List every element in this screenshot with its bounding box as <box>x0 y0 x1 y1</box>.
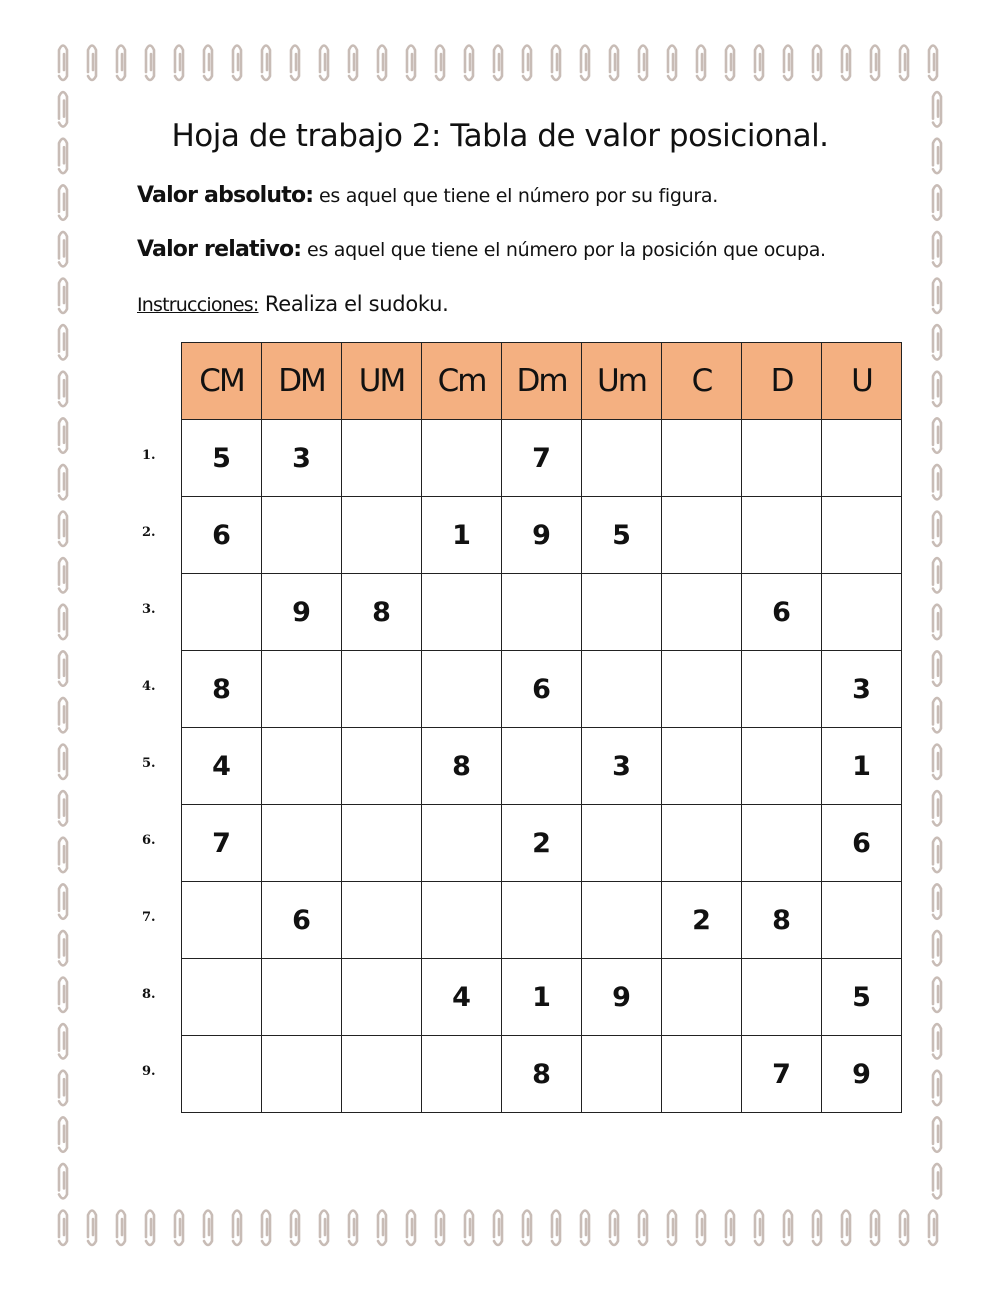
paperclip-icon <box>233 1211 241 1246</box>
absolute-value-text: es aquel que tiene el número por su figura. <box>313 185 718 207</box>
paperclip-icon <box>581 1211 589 1246</box>
sudoku-cell[interactable]: 6 <box>502 651 582 728</box>
paperclip-icon <box>933 1117 941 1152</box>
absolute-value-definition <box>137 183 718 208</box>
paperclip-icon <box>59 978 67 1013</box>
sudoku-cell[interactable] <box>662 420 742 497</box>
relative-value-definition <box>137 237 826 262</box>
sudoku-cell[interactable] <box>422 1036 502 1113</box>
paperclip-icon <box>668 1211 676 1246</box>
paperclip-icon <box>233 46 241 81</box>
paperclip-icon <box>465 46 473 81</box>
sudoku-cell[interactable]: 3 <box>262 420 342 497</box>
paperclip-icon <box>933 372 941 407</box>
paperclip-icon <box>320 46 328 81</box>
sudoku-cell[interactable]: 9 <box>502 497 582 574</box>
paperclip-icon <box>842 46 850 81</box>
paperclip-icon <box>407 1211 415 1246</box>
paperclip-icon <box>813 46 821 81</box>
sudoku-cell[interactable] <box>422 574 502 651</box>
column-header: DM <box>262 343 342 420</box>
sudoku-cell[interactable]: 6 <box>822 805 902 882</box>
column-header: Um <box>582 343 662 420</box>
relative-value-text: es aquel que tiene el número por la posición que ocupa. <box>301 239 826 261</box>
row-number: 6. <box>142 833 156 848</box>
paperclip-icon <box>933 884 941 919</box>
paperclip-icon <box>871 46 879 81</box>
table-row <box>182 1036 902 1113</box>
paperclip-icon <box>146 1211 154 1246</box>
sudoku-cell[interactable]: 8 <box>422 728 502 805</box>
table-row <box>182 805 902 882</box>
sudoku-cell[interactable] <box>582 1036 662 1113</box>
sudoku-cell[interactable]: 5 <box>822 959 902 1036</box>
paperclip-icon <box>59 745 67 780</box>
sudoku-cell[interactable] <box>502 882 582 959</box>
absolute-value-label: Valor absoluto: <box>137 183 314 208</box>
sudoku-cell[interactable]: 8 <box>342 574 422 651</box>
paperclip-icon <box>349 1211 357 1246</box>
sudoku-cell[interactable] <box>342 882 422 959</box>
sudoku-cell[interactable] <box>182 1036 262 1113</box>
row-number: 3. <box>142 602 156 617</box>
paperclip-icon <box>871 1211 879 1246</box>
paperclip-icon <box>59 1164 67 1199</box>
paperclip-icon <box>697 46 705 81</box>
sudoku-cell[interactable] <box>342 1036 422 1113</box>
paperclip-icon <box>59 605 67 640</box>
sudoku-cell[interactable] <box>742 959 822 1036</box>
paperclip-icon <box>933 698 941 733</box>
paperclip-icon <box>59 698 67 733</box>
paperclip-icon <box>933 745 941 780</box>
paperclip-icon <box>436 46 444 81</box>
sudoku-cell[interactable] <box>262 651 342 728</box>
table-row <box>182 728 902 805</box>
sudoku-cell[interactable] <box>822 882 902 959</box>
sudoku-cell[interactable]: 6 <box>262 882 342 959</box>
paperclip-icon <box>291 46 299 81</box>
sudoku-cell[interactable] <box>582 574 662 651</box>
sudoku-cell[interactable]: 8 <box>182 651 262 728</box>
paperclip-icon <box>929 1211 937 1246</box>
sudoku-cell[interactable]: 6 <box>182 497 262 574</box>
sudoku-cell[interactable]: 4 <box>422 959 502 1036</box>
row-number: 1. <box>142 448 156 463</box>
paperclip-icon <box>117 46 125 81</box>
row-number: 7. <box>142 910 156 925</box>
sudoku-cell[interactable] <box>422 420 502 497</box>
sudoku-cell[interactable] <box>742 728 822 805</box>
paperclip-icon <box>726 46 734 81</box>
paperclip-icon <box>933 325 941 360</box>
column-header: CM <box>182 343 262 420</box>
sudoku-cell[interactable] <box>742 651 822 728</box>
sudoku-cell[interactable] <box>502 574 582 651</box>
sudoku-cell[interactable] <box>662 959 742 1036</box>
paperclip-icon <box>929 46 937 81</box>
paperclip-icon <box>900 46 908 81</box>
paperclip-icon <box>349 46 357 81</box>
relative-value-label: Valor relativo: <box>137 237 302 262</box>
sudoku-cell[interactable] <box>262 1036 342 1113</box>
sudoku-cell[interactable] <box>502 728 582 805</box>
paperclip-icon <box>933 465 941 500</box>
column-header: UM <box>342 343 422 420</box>
sudoku-cell[interactable] <box>662 728 742 805</box>
paperclip-icon <box>552 46 560 81</box>
sudoku-cell[interactable] <box>822 497 902 574</box>
paperclip-icon <box>59 884 67 919</box>
sudoku-cell[interactable] <box>262 728 342 805</box>
sudoku-cell[interactable] <box>742 805 822 882</box>
table-body <box>182 420 902 1113</box>
paperclip-icon <box>378 1211 386 1246</box>
paperclip-icon <box>59 558 67 593</box>
paperclip-icon <box>523 1211 531 1246</box>
table-row <box>182 420 902 497</box>
table-row <box>182 882 902 959</box>
paperclip-icon <box>59 232 67 267</box>
paperclip-icon <box>146 46 154 81</box>
paperclip-icon <box>933 185 941 220</box>
paperclip-icon <box>784 46 792 81</box>
row-number: 8. <box>142 987 156 1002</box>
sudoku-cell[interactable]: 9 <box>262 574 342 651</box>
paperclip-icon <box>933 838 941 873</box>
sudoku-cell[interactable]: 6 <box>742 574 822 651</box>
paperclip-icon <box>933 232 941 267</box>
header-row <box>182 343 902 420</box>
instructions <box>137 292 449 316</box>
paperclip-icon <box>465 1211 473 1246</box>
paperclip-icon <box>59 279 67 314</box>
sudoku-cell[interactable] <box>342 728 422 805</box>
sudoku-cell[interactable] <box>342 959 422 1036</box>
paperclip-icon <box>813 1211 821 1246</box>
table-row <box>182 651 902 728</box>
sudoku-cell[interactable] <box>422 805 502 882</box>
paperclip-icon <box>59 1211 67 1246</box>
paperclip-icon <box>755 46 763 81</box>
paperclip-icon <box>320 1211 328 1246</box>
paperclip-icon <box>59 838 67 873</box>
column-header: Dm <box>502 343 582 420</box>
instructions-text: Realiza el sudoku. <box>258 292 449 316</box>
paperclip-icon <box>784 1211 792 1246</box>
paperclip-icon <box>933 791 941 826</box>
sudoku-cell[interactable] <box>582 651 662 728</box>
paperclip-icon <box>88 1211 96 1246</box>
paperclip-icon <box>639 1211 647 1246</box>
sudoku-cell[interactable] <box>662 805 742 882</box>
paperclip-icon <box>262 46 270 81</box>
paperclip-icon <box>933 512 941 547</box>
table-row <box>182 959 902 1036</box>
paperclip-icon <box>933 605 941 640</box>
sudoku-cell[interactable] <box>342 497 422 574</box>
paperclip-icon <box>88 46 96 81</box>
paperclip-icon <box>933 931 941 966</box>
sudoku-cell[interactable] <box>662 497 742 574</box>
paperclip-icon <box>59 465 67 500</box>
paperclip-icon <box>933 651 941 686</box>
paperclip-icon <box>726 1211 734 1246</box>
paperclip-icon <box>933 1071 941 1106</box>
paperclip-icon <box>59 46 67 81</box>
paperclip-icon <box>933 558 941 593</box>
row-number: 9. <box>142 1064 156 1079</box>
page-title: Hoja de trabajo 2: Tabla de valor posicional. <box>171 118 829 154</box>
sudoku-cell[interactable]: 3 <box>822 651 902 728</box>
paperclip-icon <box>59 791 67 826</box>
paperclip-icon <box>668 46 676 81</box>
paperclip-icon <box>378 46 386 81</box>
sudoku-cell[interactable] <box>582 420 662 497</box>
sudoku-cell[interactable] <box>182 574 262 651</box>
sudoku-cell[interactable] <box>662 651 742 728</box>
paperclip-icon <box>59 1117 67 1152</box>
paperclip-icon <box>933 1024 941 1059</box>
sudoku-cell[interactable] <box>822 574 902 651</box>
column-header: Cm <box>422 343 502 420</box>
sudoku-cell[interactable]: 3 <box>582 728 662 805</box>
paperclip-icon <box>407 46 415 81</box>
sudoku-cell[interactable]: 8 <box>502 1036 582 1113</box>
paperclip-icon <box>581 46 589 81</box>
paperclip-icon <box>552 1211 560 1246</box>
paperclip-icon <box>933 978 941 1013</box>
paperclip-icon <box>175 46 183 81</box>
paperclip-icon <box>175 1211 183 1246</box>
paperclip-icon <box>59 512 67 547</box>
paperclip-icon <box>610 1211 618 1246</box>
sudoku-cell[interactable]: 9 <box>822 1036 902 1113</box>
paperclip-icon <box>59 931 67 966</box>
column-header: C <box>662 343 742 420</box>
paperclip-icon <box>933 1164 941 1199</box>
sudoku-cell[interactable]: 4 <box>182 728 262 805</box>
paperclip-icon <box>933 279 941 314</box>
sudoku-cell[interactable] <box>182 882 262 959</box>
sudoku-cell[interactable] <box>262 497 342 574</box>
sudoku-cell[interactable]: 9 <box>582 959 662 1036</box>
sudoku-cell[interactable]: 5 <box>182 420 262 497</box>
table-row <box>182 574 902 651</box>
sudoku-cell[interactable] <box>582 805 662 882</box>
paperclip-icon <box>933 418 941 453</box>
sudoku-cell[interactable] <box>662 574 742 651</box>
paperclip-icon <box>204 46 212 81</box>
sudoku-cell[interactable] <box>742 497 822 574</box>
paperclip-icon <box>117 1211 125 1246</box>
sudoku-cell[interactable]: 8 <box>742 882 822 959</box>
sudoku-cell[interactable]: 7 <box>502 420 582 497</box>
paperclip-icon <box>262 1211 270 1246</box>
paperclip-icon <box>639 46 647 81</box>
table-row <box>182 497 902 574</box>
row-number: 2. <box>142 525 156 540</box>
paperclip-icon <box>59 185 67 220</box>
paperclip-icon <box>755 1211 763 1246</box>
paperclip-icon <box>59 418 67 453</box>
paperclip-icon <box>59 651 67 686</box>
sudoku-cell[interactable] <box>422 882 502 959</box>
paperclip-icon <box>204 1211 212 1246</box>
sudoku-cell[interactable] <box>262 805 342 882</box>
paperclip-icon <box>494 1211 502 1246</box>
paperclip-icon <box>697 1211 705 1246</box>
paperclip-icon <box>900 1211 908 1246</box>
sudoku-cell[interactable]: 7 <box>742 1036 822 1113</box>
place-value-table <box>181 342 902 1113</box>
sudoku-cell[interactable] <box>182 959 262 1036</box>
paperclip-icon <box>494 46 502 81</box>
sudoku-cell[interactable]: 2 <box>502 805 582 882</box>
paperclip-icon <box>523 46 531 81</box>
sudoku-cell[interactable] <box>582 882 662 959</box>
sudoku-cell[interactable] <box>262 959 342 1036</box>
sudoku-cell[interactable]: 1 <box>822 728 902 805</box>
sudoku-cell[interactable]: 1 <box>502 959 582 1036</box>
paperclip-icon <box>610 46 618 81</box>
sudoku-cell[interactable]: 1 <box>422 497 502 574</box>
row-number: 5. <box>142 756 156 771</box>
sudoku-cell[interactable] <box>342 805 422 882</box>
sudoku-cell[interactable] <box>342 420 422 497</box>
sudoku-cell[interactable]: 7 <box>182 805 262 882</box>
paperclip-icon <box>59 1071 67 1106</box>
paperclip-icon <box>436 1211 444 1246</box>
sudoku-cell[interactable] <box>342 651 422 728</box>
paperclip-icon <box>59 1024 67 1059</box>
sudoku-cell[interactable] <box>742 420 822 497</box>
paperclip-icon <box>291 1211 299 1246</box>
instructions-label: Instrucciones: <box>137 294 259 316</box>
sudoku-cell[interactable]: 5 <box>582 497 662 574</box>
paperclip-icon <box>842 1211 850 1246</box>
paperclip-icon <box>59 372 67 407</box>
sudoku-cell[interactable] <box>822 420 902 497</box>
sudoku-cell[interactable] <box>662 1036 742 1113</box>
column-header: D <box>742 343 822 420</box>
column-header: U <box>822 343 902 420</box>
sudoku-cell[interactable]: 2 <box>662 882 742 959</box>
row-number: 4. <box>142 679 156 694</box>
paperclip-icon <box>59 325 67 360</box>
sudoku-cell[interactable] <box>422 651 502 728</box>
